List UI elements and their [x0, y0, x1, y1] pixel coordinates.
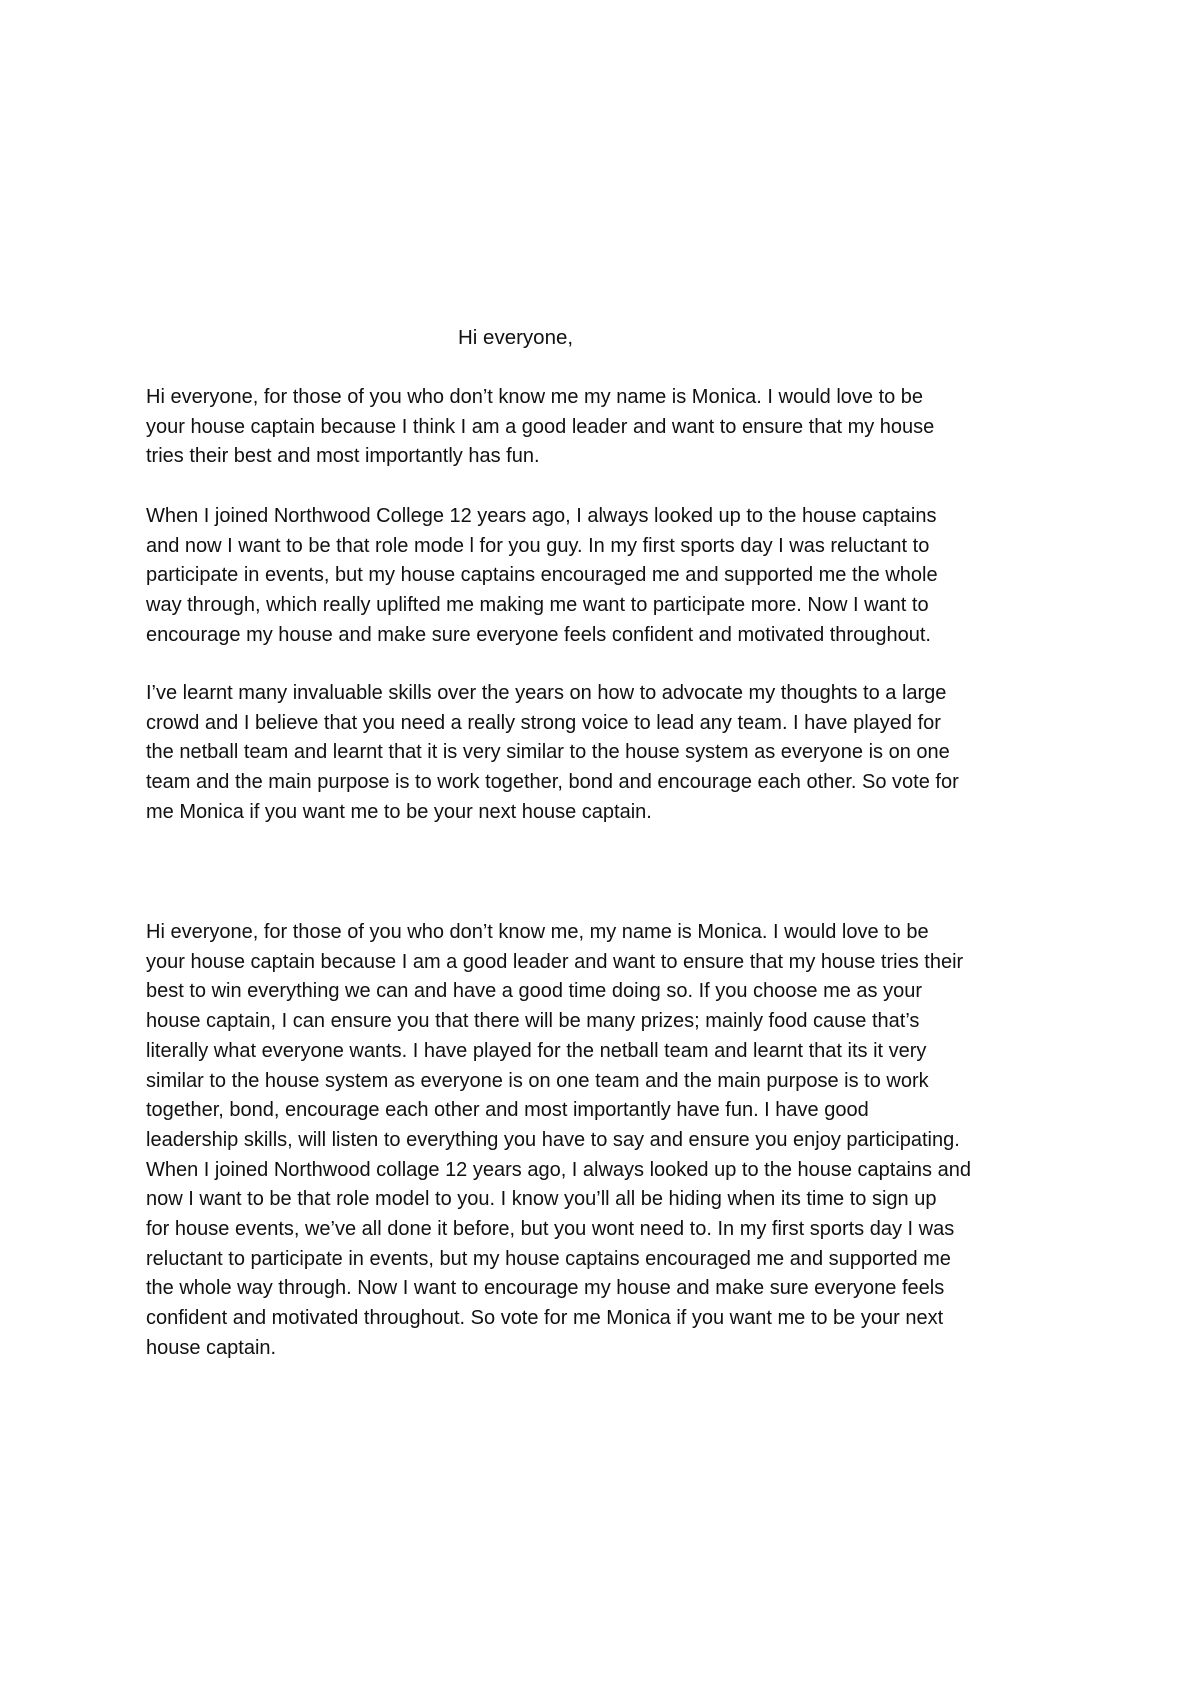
text-line: team and the main purpose is to work together, bond and encourage each other. So vote for — [146, 771, 959, 794]
text-line: reluctant to participate in events, but my house captains encouraged me and supported me — [146, 1247, 951, 1270]
text-line: your house captain because I am a good leader and want to ensure that my house tries their — [146, 950, 964, 973]
text-line: house captain. — [146, 1336, 277, 1359]
paragraph-intro — [146, 383, 1076, 472]
text-line: and now I want to be that role mode l for you guy. In my first sports day I was reluctant to — [146, 534, 930, 557]
text-line: your house captain because I think I am a good leader and want to ensure that my house — [146, 415, 935, 438]
text-line: When I joined Northwood College 12 years ago, I always looked up to the house captains — [146, 505, 937, 527]
text-line: When I joined Northwood collage 12 years ago, I always looked up to the house captains and — [146, 1158, 971, 1181]
greeting-heading: Hi everyone, — [458, 326, 574, 349]
paragraph-second-draft — [146, 918, 1076, 1364]
text-line: similar to the house system as everyone is on one team and the main purpose is to work — [146, 1069, 929, 1092]
text-line: for house events, we’ve all done it before, but you wont need to. In my first sports day I was — [146, 1218, 955, 1241]
text-line: together, bond, encourage each other and most importantly have fun. I have good — [146, 1099, 869, 1122]
text-line: me Monica if you want me to be your next house captain. — [146, 800, 652, 823]
text-line: leadership skills, will listen to everything you have to say and ensure you enjoy participating. — [146, 1128, 960, 1151]
text-line: house captain, I can ensure you that there will be many prizes; mainly food cause that’s — [146, 1010, 920, 1033]
paragraph-northwood — [146, 502, 1076, 651]
text-line: Hi everyone, for those of you who don’t know me, my name is Monica. I would love to be — [146, 921, 929, 943]
text-line: confident and motivated throughout. So vote for me Monica if you want me to be your next — [146, 1307, 944, 1330]
text-line: way through, which really uplifted me making me want to participate more. Now I want to — [146, 594, 929, 617]
text-line: encourage my house and make sure everyone feels confident and motivated throughout. — [146, 623, 931, 646]
text-line: literally what everyone wants. I have played for the netball team and learnt that its it very — [146, 1039, 927, 1062]
text-line: the whole way through. Now I want to encourage my house and make sure everyone feels — [146, 1277, 945, 1300]
text-line: participate in events, but my house captains encouraged me and supported me the whole — [146, 564, 938, 587]
paragraph-skills — [146, 679, 1076, 828]
text-line: the netball team and learnt that it is very similar to the house system as everyone is on one — [146, 741, 950, 764]
text-line: tries their best and most importantly has fun. — [146, 445, 540, 468]
text-line: now I want to be that role model to you. I know you’ll all be hiding when its time to sign up — [146, 1188, 937, 1211]
text-line: I’ve learnt many invaluable skills over the years on how to advocate my thoughts to a large — [146, 682, 947, 704]
text-line: best to win everything we can and have a good time doing so. If you choose me as your — [146, 980, 923, 1003]
text-line: crowd and I believe that you need a really strong voice to lead any team. I have played for — [146, 711, 941, 734]
text-line: Hi everyone, for those of you who don’t know me my name is Monica. I would love to be — [146, 386, 924, 408]
